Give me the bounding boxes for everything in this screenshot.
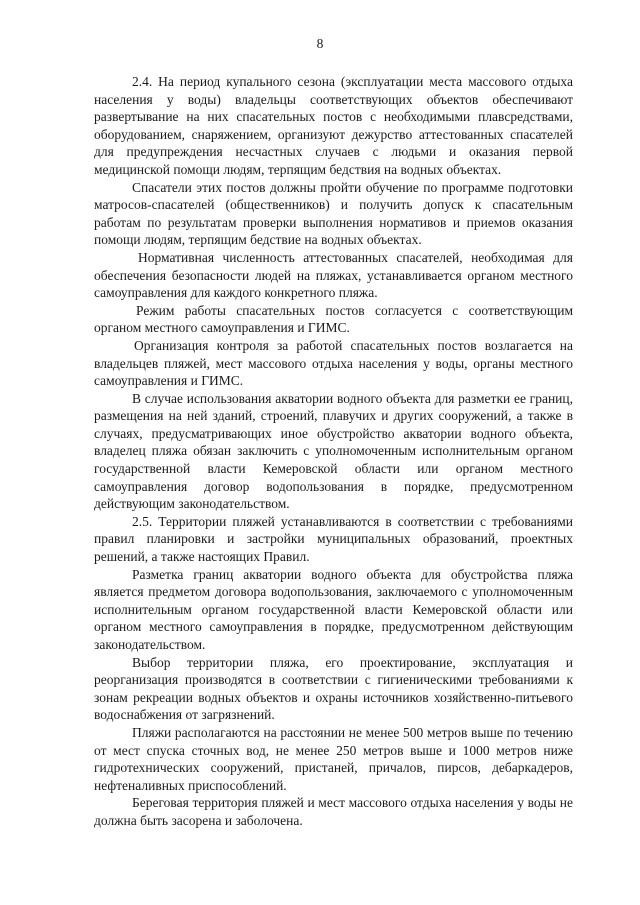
paragraph-2-5: 2.5. Территории пляжей устанавливаются в соответствии с требованиями правил планировки и застройки муниципальных образований, проектных решений, а также настоящих Правил. bbox=[94, 513, 573, 565]
paragraph-rescuers-training: Спасатели этих постов должны пройти обучение по программе подготовки матросов-спасателей (общественников) и получить допуск к спасательным работам по результатам проверки выполнения нормативов и приемов оказания помощи людям, терпящим бедствие на водных объектах. bbox=[94, 179, 573, 248]
paragraph-work-schedule: Режим работы спасательных постов согласуется с соответствующим органом местного самоуправления и ГИМС. bbox=[94, 302, 573, 336]
paragraph-boundary-marking: Разметка границ акватории водного объекта для обустройства пляжа является предметом договора водопользования, заключаемого с уполномоченным исполнительным органом государственной власти Кемеровской области или органом местного самоуправления в порядке, предусмотренном действующим законодательством. bbox=[94, 566, 573, 652]
page-number: 8 bbox=[316, 36, 324, 51]
paragraph-rescuers-number: Нормативная численность аттестованных спасателей, необходимая для обеспечения безопасности людей на пляжах, устанавливается органом местного самоуправления для каждого конкретного пляжа. bbox=[94, 249, 573, 301]
document-body bbox=[94, 73, 573, 830]
paragraph-shore-territory: Береговая территория пляжей и мест массового отдыха населения у воды не должна быть засорена и заболочена. bbox=[94, 795, 573, 828]
paragraph-2-4: 2.4. На период купального сезона (эксплуатации места массового отдыха населения у воды) владельцы соответствующих объектов обеспечивают развертывание на них спасательных постов с необходимыми плавсредствами, оборудованием, снаряжением, организуют дежурство аттестованных спасателей для предупреждения несчастных случаев с людьми и оказания первой медицинской помощи людям, терпящим бедствия на водных объектах. bbox=[94, 74, 573, 177]
paragraph-beach-distances: Пляжи располагаются на расстоянии не менее 500 метров выше по течению от мест спуска сточных вод, не менее 250 метров выше и 1000 метров ниже гидротехнических сооружений, пристаней, причалов, пирсов, дебаркадеров, нефтеналивных приспособлений. bbox=[94, 724, 573, 793]
paragraph-control: Организация контроля за работой спасательных постов возлагается на владельцев пляжей, мест массового отдыха населения у воды, органы местного самоуправления и ГИМС. bbox=[94, 337, 573, 389]
paragraph-water-area-use: В случае использования акватории водного объекта для разметки ее границ, размещения на ней зданий, строений, плавучих и других сооружений, а также в случаях, предусматривающих иное обустройство акватории водного объекта, владелец пляжа обязан заключить с уполномоченным исполнительным органом государственной власти Кемеровской области или органом местного самоуправления договор водопользования в порядке, предусмотренном действующим законодательством. bbox=[94, 390, 573, 512]
paragraph-territory-selection: Выбор территории пляжа, его проектирование, эксплуатация и реорганизация производятся в соответствии с гигиеническими требованиями к зонам рекреации водных объектов и охраны источников хозяйственно-питьевого водоснабжения от загрязнений. bbox=[94, 654, 573, 723]
